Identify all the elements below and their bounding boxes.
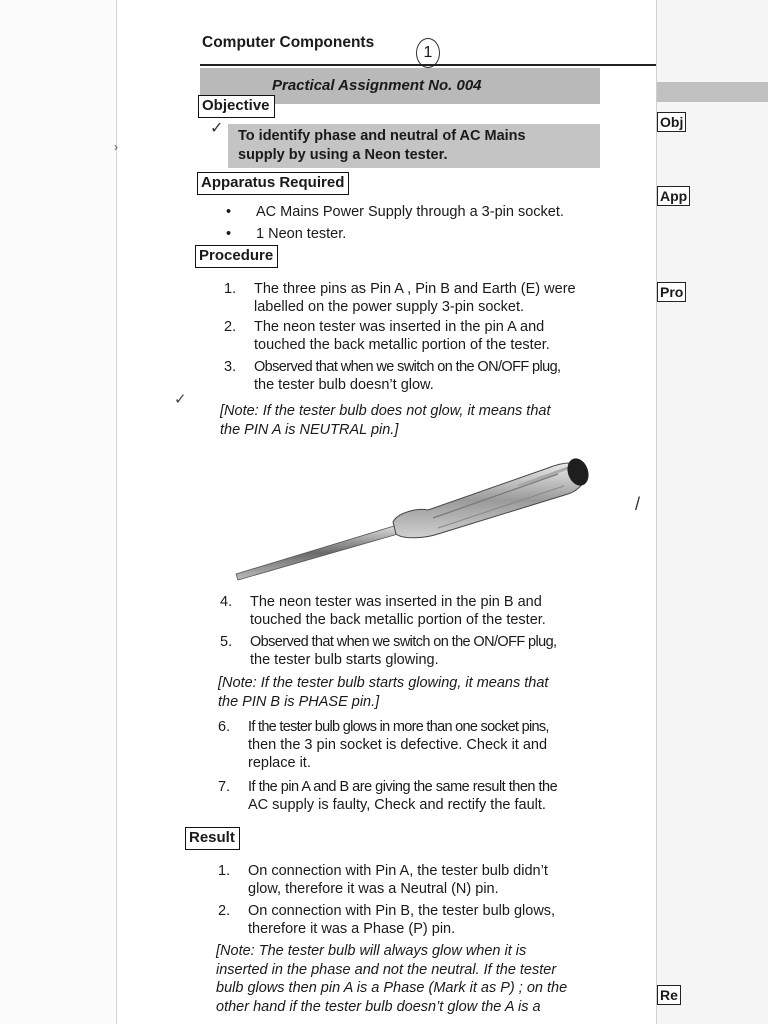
objective-line-1: To identify phase and neutral of AC Mains — [238, 128, 526, 144]
note-line: [Note: If the tester bulb starts glowing, it means that — [218, 675, 549, 691]
step-number: 5. — [220, 634, 233, 650]
step-line: labelled on the power supply 3-pin socket. — [254, 299, 525, 315]
step-line: AC supply is faulty, Check and rectify the fault. — [248, 797, 546, 813]
step-number: 1. — [224, 281, 237, 297]
step-line: The three pins as Pin A , Pin B and Earth (E) were — [254, 281, 576, 297]
tick-mark: / — [635, 494, 641, 514]
next-page-tab-apparatus: App — [657, 186, 690, 206]
note-line: [Note: The tester bulb will always glow when it is — [216, 943, 527, 959]
result-number: 1. — [218, 863, 231, 879]
neon-tester-image — [228, 448, 608, 588]
assignment-banner-text: Practical Assignment No. 004 — [272, 77, 482, 94]
next-page-edge — [635, 0, 768, 1024]
apparatus-item-1: AC Mains Power Supply through a 3-pin socket. — [256, 204, 564, 220]
next-page-tab-objective: Obj — [657, 112, 686, 132]
step-number: 4. — [220, 594, 233, 610]
section-apparatus: Apparatus Required — [197, 172, 349, 195]
note-line: other hand if the tester bulb doesn’t glow the A is a — [216, 998, 541, 1015]
section-result: Result — [185, 827, 240, 850]
objective-line-2: supply by using a Neon tester. — [238, 147, 448, 163]
objective-box — [228, 124, 600, 168]
result-line: therefore it was a Phase (P) pin. — [248, 921, 456, 937]
step-number: 6. — [218, 719, 231, 735]
previous-page-margin — [0, 0, 118, 1024]
final-note — [216, 942, 626, 1016]
note-pin-b — [218, 674, 618, 711]
note-line: bulb glows then pin A is a Phase (Mark it as P) ; on the — [216, 980, 568, 996]
page-header-title: Computer Components — [202, 34, 375, 51]
step-line: The neon tester was inserted in the pin B and — [250, 594, 542, 610]
note-line: [Note: If the tester bulb does not glow, it means that — [220, 403, 551, 419]
next-page-tab-result: Re — [657, 985, 681, 1005]
section-procedure: Procedure — [195, 245, 278, 268]
header-rule — [200, 64, 656, 66]
result-line: On connection with Pin B, the tester bulb glows, — [248, 903, 556, 919]
result-line: On connection with Pin A, the tester bulb didn’t — [248, 863, 548, 879]
step-number: 7. — [218, 779, 231, 795]
step-line: If the tester bulb glows in more than one socket pins, — [248, 719, 549, 735]
result-number: 2. — [218, 903, 231, 919]
page-number: 1 — [423, 44, 433, 61]
document-page — [118, 0, 656, 1024]
note-line: the PIN B is PHASE pin.] — [218, 693, 380, 710]
step-line: Observed that when we switch on the ON/OFF plug, — [250, 634, 557, 650]
step-line: The neon tester was inserted in the pin A and — [254, 319, 545, 335]
step-number: 2. — [224, 319, 237, 335]
margin-tick-mark: › — [114, 140, 118, 154]
step-line: the tester bulb starts glowing. — [250, 652, 439, 668]
apparatus-item-2: 1 Neon tester. — [256, 226, 347, 242]
step-line: Observed that when we switch on the ON/OFF plug, — [254, 359, 561, 375]
next-page-banner-fragment — [657, 82, 768, 102]
note-pin-a — [220, 402, 620, 439]
note-line: the PIN A is NEUTRAL pin.] — [220, 421, 399, 438]
bullet: • — [226, 226, 232, 242]
tester-handle — [393, 463, 585, 538]
step-line: the tester bulb doesn’t glow. — [254, 377, 434, 393]
step-line: replace it. — [248, 755, 311, 771]
bullet: • — [226, 204, 232, 220]
step-line: If the pin A and B are giving the same result then the — [248, 779, 558, 795]
step-line: touched the back metallic portion of the tester. — [250, 612, 546, 628]
result-line: glow, therefore it was a Neutral (N) pin. — [248, 881, 499, 897]
next-page-tab-procedure: Pro — [657, 282, 686, 302]
step-line: then the 3 pin socket is defective. Check it and — [248, 737, 548, 753]
tester-shaft — [236, 526, 398, 580]
step-line: touched the back metallic portion of the tester. — [254, 337, 550, 353]
section-objective: Objective — [198, 95, 275, 118]
tick-mark: ✓ — [174, 391, 187, 408]
tick-mark: ✓ — [210, 120, 224, 137]
note-line: inserted in the phase and not the neutral. If the tester — [216, 961, 557, 978]
step-number: 3. — [224, 359, 237, 375]
